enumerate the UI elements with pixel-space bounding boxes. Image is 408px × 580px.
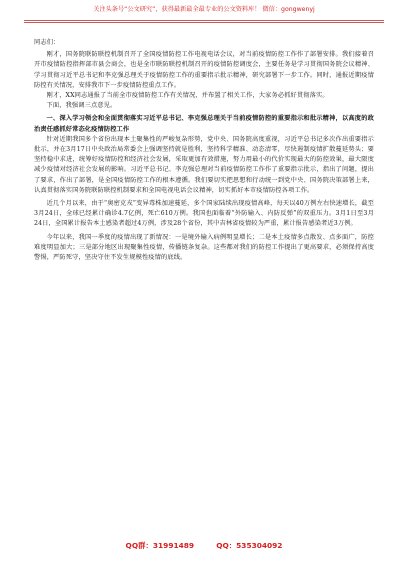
- paragraph-opening: 刚才，国务院联防联控机制召开了全国疫情防控工作电视电话会议，对当前疫情防控工作作了部署安排。我们接着召开市疫情防控指挥部市县会商会，也是全市联防联控机制召开的疫情防控调度会，主要任务是学习贯彻国务院会议精神、学习贯彻习近平总书记和李克强总理关于疫情防控工作的重要指示批示精神，研究部署下一步工作。同时，通报近期疫情防控有关情况，安排我市下一步疫情防控重点工作。: [34, 51, 374, 89]
- paragraph-transition: 下面，我强调三点意见。: [46, 102, 117, 110]
- section-heading-1: 一、深入学习领会和全面贯彻落实习近平总书记、李克强总理关于当前疫情防控的重要指示和批示精神，以高度的政治责任感抓好常态化疫情防控工作: [34, 115, 374, 133]
- paragraph-domestic: 今年以来，我国一季度的疫情出现了新情况：一是境外输入病例明显增长；二是本土疫情多点散发、点多面广，防控难度明显加大；三是部分地区出现聚集性疫情，传播链条复杂。这些都对我们的防控工作提出了更高要求，必须保持高度警惕，严防死守，坚决守住不发生规模性疫情的底线。: [34, 233, 374, 262]
- banner-text: 关注头条号“公文研究”，获得最新最全最专业的公文资料库！ 微信：gongwenyj: [93, 6, 315, 13]
- paragraph-situation: 近几个月以来，由于“奥密克戎”变异毒株加速蔓延，多个国家陆续出现疫情高峰，每天以40万例左右快速增长，截至3月24日，全球已经累计确诊4.7亿例，死亡610万例。我国也面临着“外防输入、内防反弹”的双重压力。3月1日至3月24日，全国累计报告本土感染者超过4万例，涉及28个省份，其中吉林省疫情较为严重，累计报告感染者近3万例。: [34, 200, 374, 228]
- header-banner: [0, 6, 408, 14]
- document-body: [34, 38, 374, 530]
- footer-contact: QQ群：31991489 QQ：535304092: [125, 541, 283, 550]
- paragraph-report: 刚才，XX同志通报了当前全市疫情防控工作有关情况，并布置了相关工作，大家务必抓好贯彻落实。: [46, 92, 329, 100]
- paragraph-instructions: 针对近期我国多个省份出现本土聚集性的严峻复杂形势，党中央、国务院高度重视，习近平总书记多次作出重要指示批示，并在3月17日中央政治局常委会上强调坚持就是胜利，坚持科学精准、动态清零，尽快遏制疫情扩散蔓延势头；要坚持稳中求进，统筹好疫情防控和经济社会发展，采取更加有效措施，努力用最小的代价实现最大的防控效果，最大限度减少疫情对经济社会发展的影响。习近平总书记、李克强总理对当前疫情防控工作作了重要指示批示，指出了问题，提出了要求，作出了部署，是全国疫情防控工作的根本遵循。我们要切实把思想和行动统一到党中央、国务院决策部署上来，认真贯彻落实国务院联防联控机制要求和全国电视电话会议精神，切实抓好本市疫情防控各项工作。: [34, 135, 374, 194]
- banner-rule-top: [24, 20, 384, 21]
- salutation: 同志们：: [34, 39, 60, 46]
- banner-rule-bottom: [24, 22, 384, 23]
